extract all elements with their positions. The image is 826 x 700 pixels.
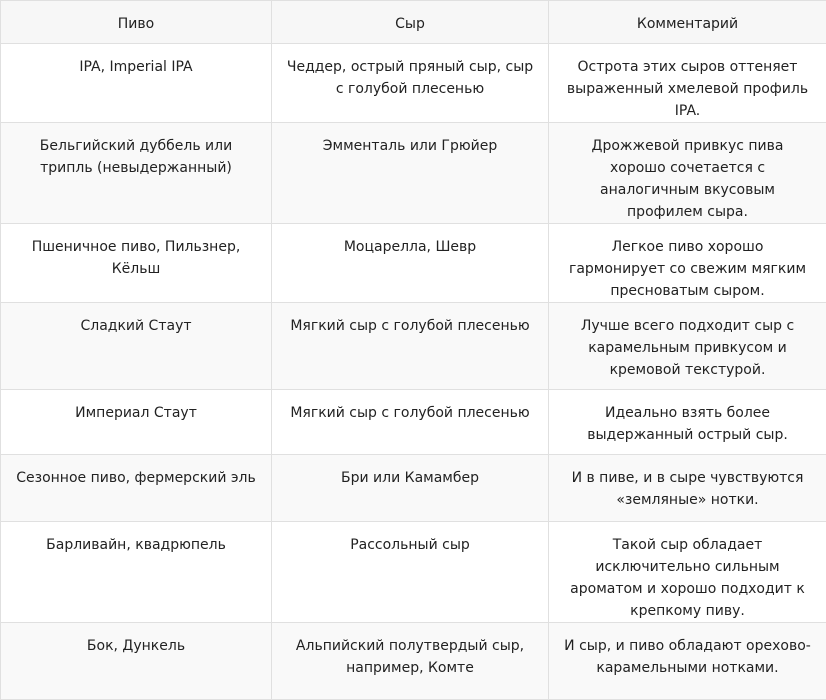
beer-cell: Пшеничное пиво, Пильзнер, Кёльш: [1, 224, 272, 303]
table-row: [1, 123, 826, 224]
beer-cell: IPA, Imperial IPA: [1, 44, 272, 123]
cheese-cell: Эмменталь или Грюйер: [272, 123, 549, 224]
beer-cell: Сезонное пиво, фермерский эль: [1, 455, 272, 522]
table-row: [1, 623, 826, 700]
beer-cell: Барливайн, квадрюпель: [1, 522, 272, 623]
comment-cell: Легкое пиво хорошо гармонирует со свежим мягким пресноватым сыром.: [549, 224, 826, 303]
comment-cell: Лучше всего подходит сыр с карамельным привкусом и кремовой текстурой.: [549, 303, 826, 390]
table-row: [1, 390, 826, 455]
table-row: [1, 522, 826, 623]
table-header: [1, 1, 826, 44]
cheese-cell: Мягкий сыр с голубой плесенью: [272, 303, 549, 390]
header-comment: Комментарий: [549, 1, 826, 44]
comment-cell: Идеально взять более выдержанный острый сыр.: [549, 390, 826, 455]
cheese-cell: Рассольный сыр: [272, 522, 549, 623]
comment-cell: И в пиве, и в сыре чувствуются «земляные» нотки.: [549, 455, 826, 522]
table-row: [1, 224, 826, 303]
table-row: [1, 455, 826, 522]
beer-cell: Империал Стаут: [1, 390, 272, 455]
cheese-cell: Мягкий сыр с голубой плесенью: [272, 390, 549, 455]
header-row: [1, 1, 826, 44]
beer-cell: Бельгийский дуббель или трипль (невыдержанный): [1, 123, 272, 224]
cheese-cell: Чеддер, острый пряный сыр, сыр с голубой плесенью: [272, 44, 549, 123]
beer-cell: Сладкий Стаут: [1, 303, 272, 390]
cheese-cell: Бри или Камамбер: [272, 455, 549, 522]
table-body: [1, 44, 826, 700]
cheese-cell: Моцарелла, Шевр: [272, 224, 549, 303]
beer-cell: Бок, Дункель: [1, 623, 272, 700]
cheese-cell: Альпийский полутвердый сыр, например, Комте: [272, 623, 549, 700]
table-row: [1, 44, 826, 123]
comment-cell: И сыр, и пиво обладают орехово-карамельными нотками.: [549, 623, 826, 700]
comment-cell: Острота этих сыров оттеняет выраженный хмелевой профиль IPA.: [549, 44, 826, 123]
header-cheese: Сыр: [272, 1, 549, 44]
comment-cell: Такой сыр обладает исключительно сильным ароматом и хорошо подходит к крепкому пиву.: [549, 522, 826, 623]
comment-cell: Дрожжевой привкус пива хорошо сочетается с аналогичным вкусовым профилем сыра.: [549, 123, 826, 224]
table-row: [1, 303, 826, 390]
header-beer: Пиво: [1, 1, 272, 44]
